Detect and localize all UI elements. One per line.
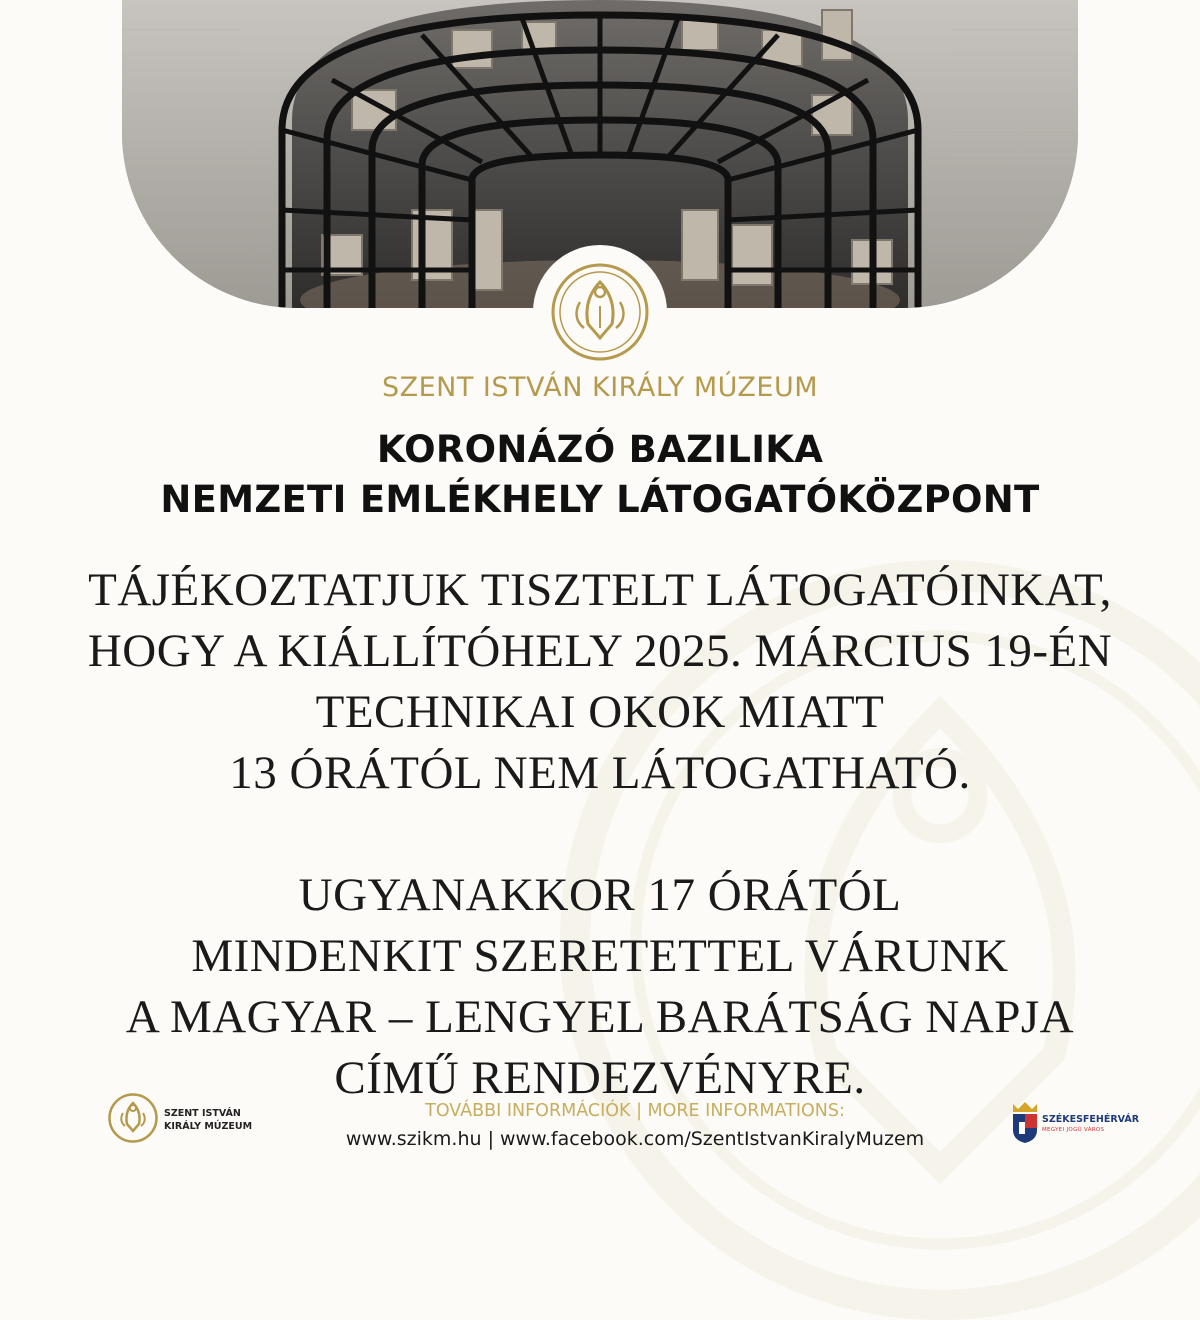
link-separator: | bbox=[481, 1128, 501, 1150]
notice-line: TÁJÉKOZTATJUK TISZTELT LÁTOGATÓINKAT, bbox=[88, 564, 1112, 616]
event-line: MINDENKIT SZERETETTEL VÁRUNK bbox=[191, 930, 1009, 982]
website-link[interactable]: www.szikm.hu bbox=[345, 1128, 482, 1150]
city-name: SZÉKESFEHÉRVÁR bbox=[1042, 1114, 1140, 1125]
page-title-line-1: KORONÁZÓ BAZILIKA bbox=[376, 428, 824, 471]
event-line: CÍMŰ RENDEZVÉNYRE. bbox=[334, 1052, 866, 1104]
museum-emblem-badge bbox=[533, 245, 667, 379]
event-line: A MAGYAR – LENGYEL BARÁTSÁG NAPJA bbox=[125, 991, 1075, 1043]
logo-text-line-2: KIRÁLY MÚZEUM bbox=[164, 1121, 253, 1132]
closure-notice bbox=[0, 560, 1200, 1109]
city-subtitle: MEGYEI JOGÚ VÁROS bbox=[1042, 1127, 1105, 1133]
city-logo bbox=[1010, 1100, 1140, 1156]
city-crest-icon bbox=[1010, 1100, 1040, 1144]
notice-line: 13 ÓRÁTÓL NEM LÁTOGATHATÓ. bbox=[229, 747, 971, 799]
angel-emblem-icon bbox=[550, 262, 650, 362]
museum-name: SZENT ISTVÁN KIRÁLY MÚZEUM bbox=[381, 372, 819, 403]
notice-line: TECHNIKAI OKOK MIATT bbox=[315, 686, 885, 738]
more-info-label: TOVÁBBI INFORMÁCIÓK | MORE INFORMATIONS: bbox=[425, 1101, 845, 1121]
page-title-line-2: NEMZETI EMLÉKHELY LÁTOGATÓKÖZPONT bbox=[160, 478, 1040, 521]
facebook-link[interactable]: www.facebook.com/SzentIstvanKiralyMuzem bbox=[500, 1128, 925, 1150]
logo-text-line-1: SZENT ISTVÁN bbox=[164, 1108, 241, 1119]
event-line: UGYANAKKOR 17 ÓRÁTÓL bbox=[298, 869, 902, 921]
notice-line: HOGY A KIÁLLÍTÓHELY 2025. MÁRCIUS 19-ÉN bbox=[87, 625, 1113, 677]
